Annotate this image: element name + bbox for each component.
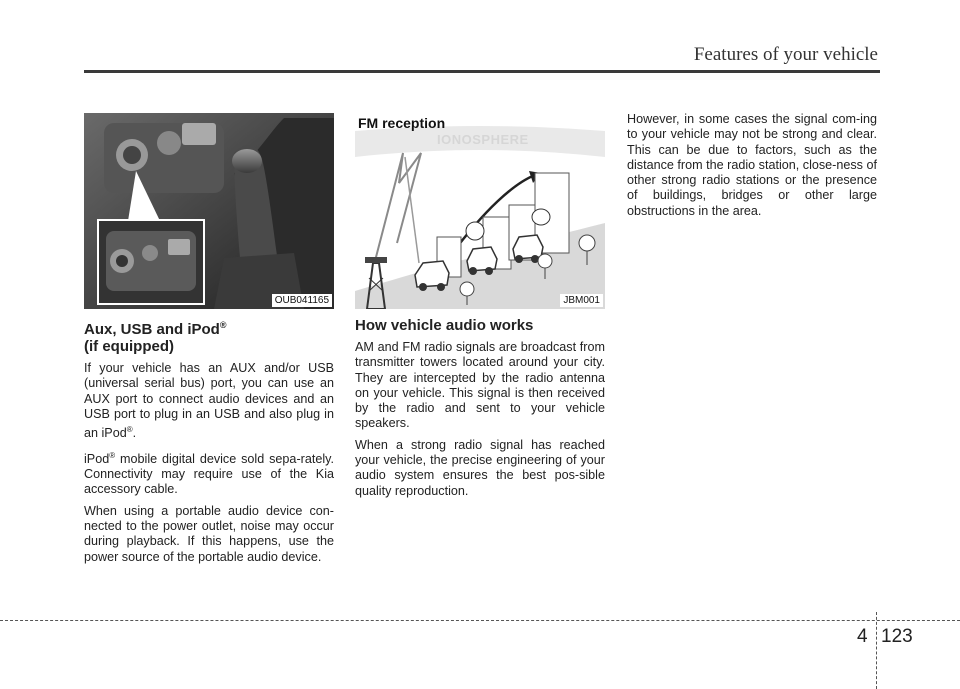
paragraph-text: . (132, 426, 137, 441)
section-heading-aux-usb (84, 317, 334, 355)
console-illustration (84, 113, 334, 309)
column-1 (84, 113, 334, 571)
column-2 (355, 113, 605, 505)
registered-mark: ® (126, 425, 133, 435)
paragraph: When a strong radio signal has reached your vehicle, the precise engineering of your audio system ensures the best pos-sible quality reproduction. (355, 437, 605, 498)
paragraph-text: If your vehicle has an AUX and/or USB (universal serial bus) port, you can use an AUX port to connect audio devices and an USB port to plug in an USB and also plug in an iPod (84, 361, 334, 441)
fm-reception-diagram (355, 113, 605, 309)
paragraph (84, 448, 334, 498)
chapter-number: 4 (857, 626, 868, 647)
page-header-title: Features of your vehicle (693, 44, 878, 65)
figure-code: OUB041165 (272, 294, 332, 307)
paragraph: However, in some cases the signal com-ing to your vehicle may not be strong and clear. This can be due to factors, such as the distance from the radio station, close-ness of other strong radio stations or the presence of buildings, bridges or other large obstructions in the area. (627, 112, 877, 218)
paragraph-text: mobile digital device sold sepa-rately. Connectivity may require use of the Kia accessory cable. (84, 451, 334, 497)
section-heading-audio: How vehicle audio works (355, 317, 534, 334)
heading-line-1: Aux, USB and iPod (84, 321, 220, 338)
registered-mark: ® (109, 450, 116, 460)
ionosphere-label: IONOSPHERE (437, 132, 529, 147)
registered-mark: ® (219, 320, 227, 330)
paragraph-text: iPod (84, 451, 110, 466)
column-3 (627, 113, 877, 225)
footer-vertical-divider (876, 612, 877, 689)
figure-code: JBM001 (560, 294, 603, 307)
header-rule (84, 70, 880, 73)
figure-title: FM reception (358, 115, 446, 131)
heading-line-2: (if equipped) (84, 338, 174, 355)
aux-usb-photo (84, 113, 334, 309)
paragraph: AM and FM radio signals are broadcast from transmitter towers located around your city. They are intercepted by the radio antenna on your vehicle. This signal is then received by the radio and sent to your vehicle speakers. (355, 340, 605, 431)
footer-divider (0, 620, 960, 621)
paragraph: When using a portable audio device con-nected to the power outlet, noise may occur during playback. If this happens, use the power source of the portable audio device. (84, 503, 334, 564)
page-number: 123 (881, 626, 913, 647)
paragraph (84, 361, 334, 442)
